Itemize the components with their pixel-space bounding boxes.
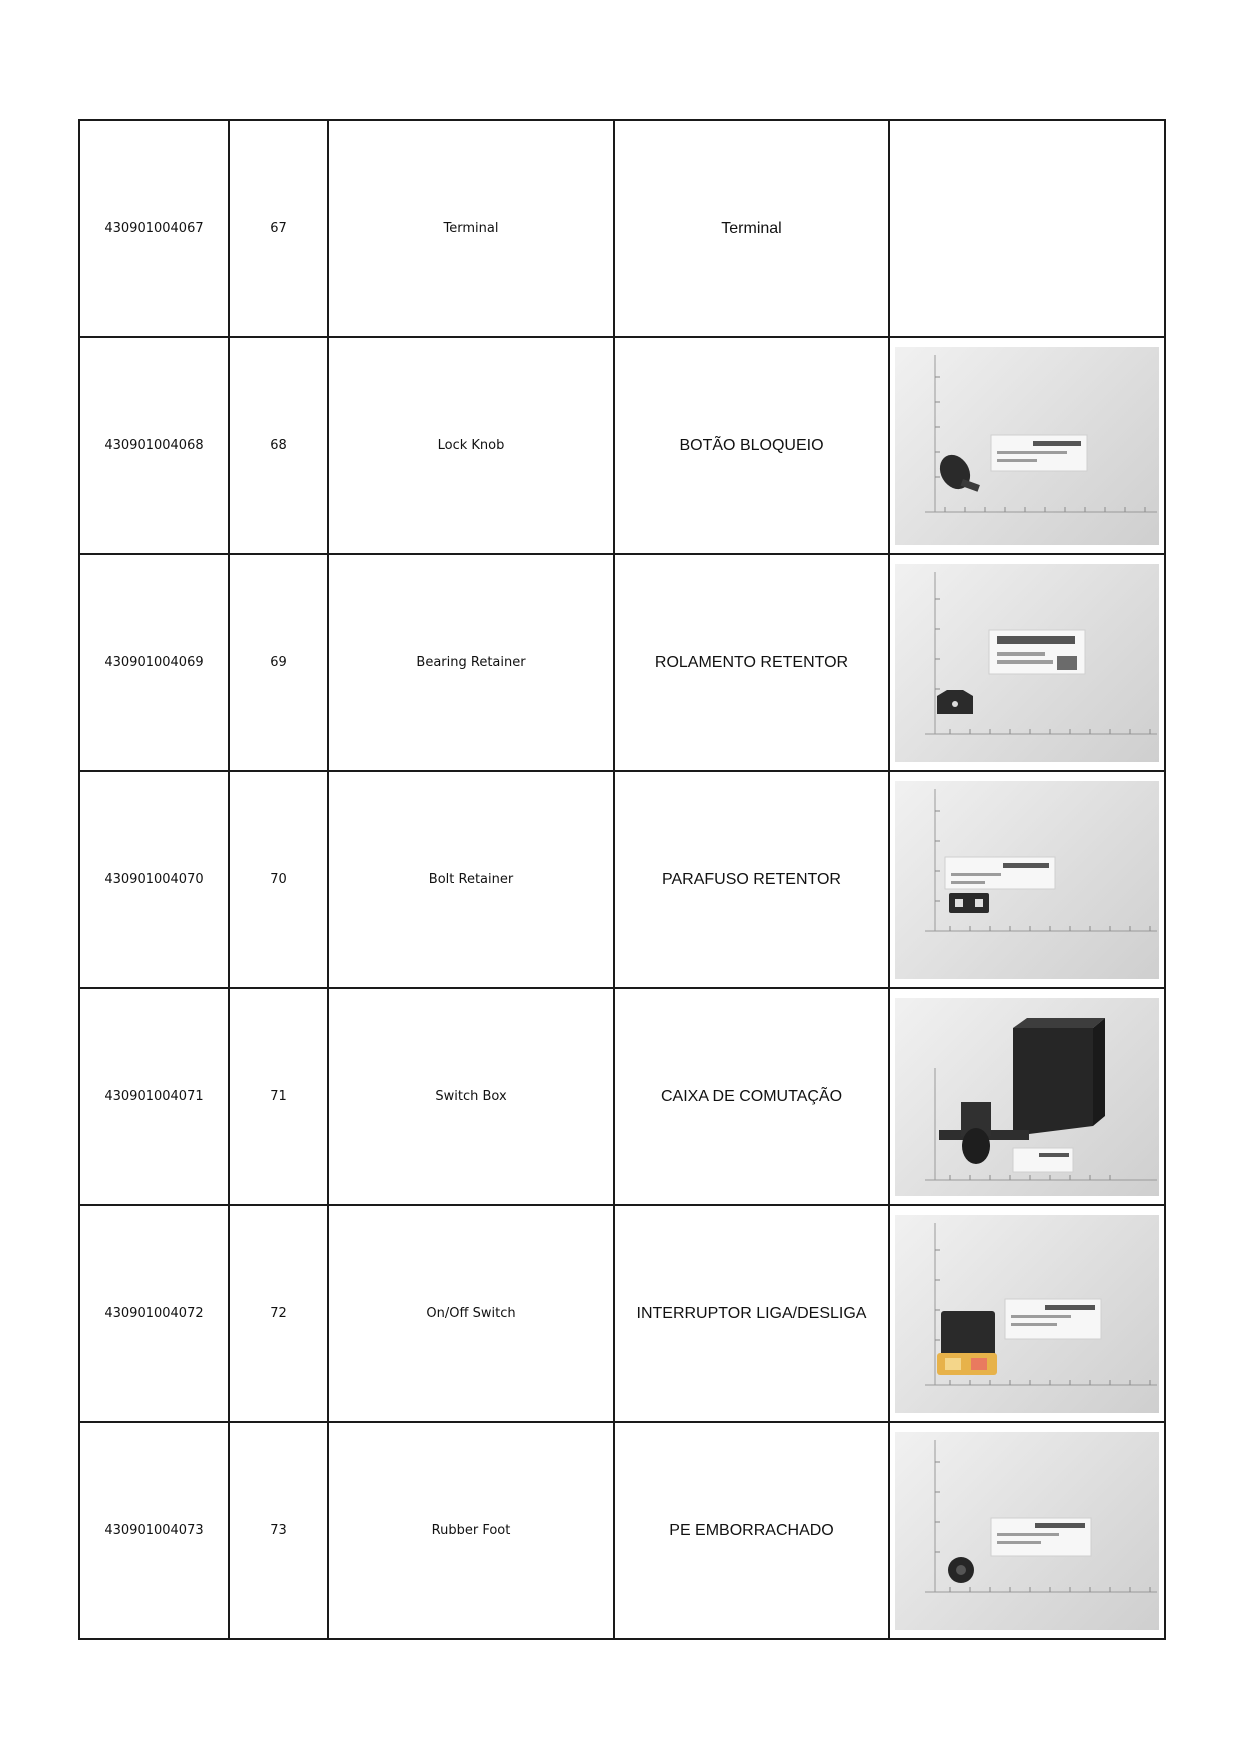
bolt-retainer-photo (895, 781, 1159, 979)
part-photo-cell (889, 554, 1165, 771)
position-number: 68 (229, 337, 328, 554)
part-name-portuguese: Terminal (614, 120, 889, 337)
part-name-english: Bolt Retainer (328, 771, 614, 988)
table-row (79, 1205, 1165, 1422)
table-row (79, 1422, 1165, 1639)
part-code: 430901004073 (79, 1422, 229, 1639)
part-name-english: Terminal (328, 120, 614, 337)
rubber-foot-photo (895, 1432, 1159, 1630)
parts-table-body (79, 120, 1165, 1639)
switch-box-photo (895, 998, 1159, 1196)
part-code: 430901004072 (79, 1205, 229, 1422)
lock-knob-photo (895, 347, 1159, 545)
part-code: 430901004070 (79, 771, 229, 988)
part-name-english: Bearing Retainer (328, 554, 614, 771)
part-name-portuguese: INTERRUPTOR LIGA/DESLIGA (614, 1205, 889, 1422)
part-name-english: On/Off Switch (328, 1205, 614, 1422)
part-code: 430901004068 (79, 337, 229, 554)
part-name-portuguese: CAIXA DE COMUTAÇÃO (614, 988, 889, 1205)
on-off-switch-photo (895, 1215, 1159, 1413)
table-row (79, 771, 1165, 988)
part-name-portuguese: ROLAMENTO RETENTOR (614, 554, 889, 771)
position-number: 70 (229, 771, 328, 988)
part-photo-cell (889, 1422, 1165, 1639)
part-photo-cell-empty (889, 120, 1165, 337)
table-row (79, 988, 1165, 1205)
position-number: 67 (229, 120, 328, 337)
part-name-english: Rubber Foot (328, 1422, 614, 1639)
table-row (79, 337, 1165, 554)
part-photo-cell (889, 988, 1165, 1205)
part-code: 430901004069 (79, 554, 229, 771)
part-code: 430901004071 (79, 988, 229, 1205)
part-photo-cell (889, 337, 1165, 554)
part-name-english: Switch Box (328, 988, 614, 1205)
table-row (79, 554, 1165, 771)
part-name-english: Lock Knob (328, 337, 614, 554)
part-name-portuguese: PE EMBORRACHADO (614, 1422, 889, 1639)
position-number: 73 (229, 1422, 328, 1639)
part-name-portuguese: BOTÃO BLOQUEIO (614, 337, 889, 554)
table-row (79, 120, 1165, 337)
part-photo-cell (889, 1205, 1165, 1422)
position-number: 71 (229, 988, 328, 1205)
part-photo-cell (889, 771, 1165, 988)
position-number: 69 (229, 554, 328, 771)
part-code: 430901004067 (79, 120, 229, 337)
parts-table (78, 119, 1166, 1640)
bearing-retainer-photo (895, 564, 1159, 762)
position-number: 72 (229, 1205, 328, 1422)
part-name-portuguese: PARAFUSO RETENTOR (614, 771, 889, 988)
